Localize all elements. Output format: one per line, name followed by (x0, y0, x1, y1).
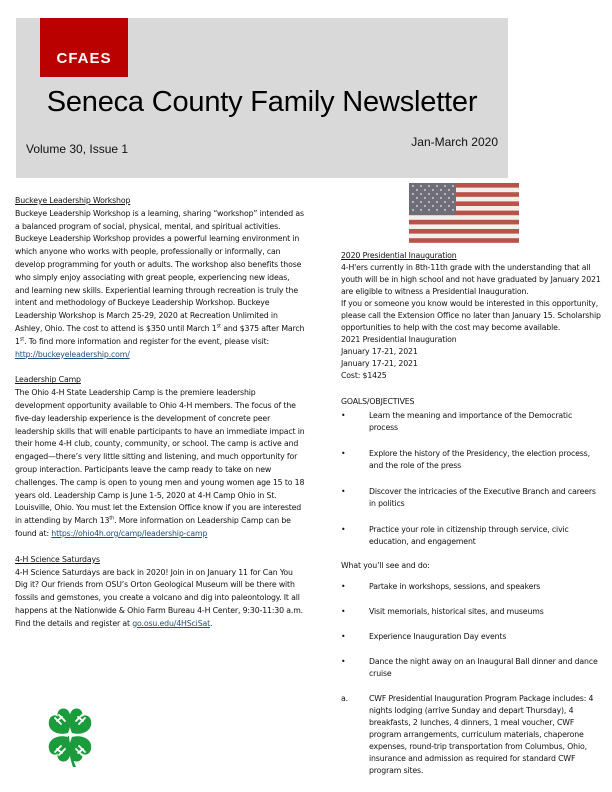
bullet-icon: • (341, 449, 346, 458)
superscript: th (109, 515, 115, 522)
list-item-text: Practice your role in citizenship through service, civic education, and engagement (369, 525, 569, 546)
list-item-text: Visit memorials, historical sites, and museums (369, 607, 544, 616)
workshop-body (15, 208, 305, 362)
camp-body (15, 387, 305, 541)
bullet-icon: • (341, 632, 346, 641)
bullet-icon: • (341, 657, 346, 666)
package-text: CWF Presidential Inauguration Program Package includes: 4 nights lodging (arrive Sunday and depart Thursday), 4 breakfasts, 2 lunches, 4 dinners, 1 meal voucher, CWF program arrangements, curriculum materials, chaperone expenses, round-trip transportation from Columbus, Ohio, insurance and admission as required for standard CWF program sites. (369, 694, 594, 775)
4h-clover-icon (45, 706, 95, 768)
list-item (341, 524, 603, 548)
bullet-icon: • (341, 582, 346, 591)
science-text: . (210, 618, 213, 628)
list-item-text: Experience Inauguration Day events (369, 632, 507, 641)
list-item (341, 656, 603, 680)
list-item (341, 410, 603, 434)
list-item (341, 631, 603, 643)
workshop-text: and $375 after March 1 (15, 323, 305, 346)
see-and-do-label: What you’ll see and do: (341, 561, 430, 570)
workshop-heading: Buckeye Leadership Workshop (15, 196, 131, 205)
science-link[interactable]: go.osu.edu/4HSciSat (132, 618, 211, 628)
workshop-text: . To find more information and register for the event, please visit: (24, 336, 270, 346)
cfaes-logo (40, 18, 128, 77)
list-item (341, 448, 603, 472)
list-item-text: Partake in workshops, sessions, and speakers (369, 582, 541, 591)
goals-label: GOALS/OBJECTIVES (341, 397, 415, 406)
page-title: Seneca County Family Newsletter (46, 86, 478, 118)
camp-heading: Leadership Camp (15, 375, 81, 385)
inauguration-dates: January 17-21, 2021 (341, 359, 418, 368)
logo-text: CFAES (56, 50, 112, 67)
bullet-icon: • (341, 487, 346, 496)
bullet-icon: • (341, 607, 346, 616)
workshop-article (15, 195, 305, 361)
camp-text: . More information on Leadership Camp can be found at: (15, 516, 291, 538)
list-item (341, 581, 603, 593)
science-heading: 4-H Science Saturdays (15, 554, 100, 564)
inauguration-event-title: 2021 Presidential Inauguration (341, 335, 457, 344)
list-item-text: Dance the night away on an Inaugural Ball dinner and dance cruise (369, 657, 598, 678)
list-item (341, 606, 603, 618)
package-item (341, 693, 603, 777)
list-item (341, 486, 603, 510)
volume-issue: Volume 30, Issue 1 (26, 142, 129, 156)
newsletter-header (16, 18, 508, 178)
bullet-icon: • (341, 411, 346, 420)
bullet-icon: • (341, 525, 346, 534)
inauguration-cost: Cost: $1425 (341, 371, 387, 380)
science-article (15, 554, 305, 631)
workshop-link[interactable]: http://buckeyeleadership.com/ (15, 349, 130, 359)
workshop-text: Buckeye Leadership Workshop is a learning, sharing “workshop” intended as a balanced program of social, physical, mental, and spiritual activities. Buckeye Leadership Workshop provides a powerful learning environment in which anyone who works with people, professionally or informally, can develop programming for youth or adults. The workshop also benefits those who simply enjoy associating with great people, experiencing new ideas, and learning new skills. Experiential learning through recreation is truly the intent and methodology of Buckeye Leadership Workshop. Buckeye Leadership Workshop is March 25-29, 2020 at Recreation Unlimited in Ashley, Ohio. The cost to attend is $350 until March 1 (15, 208, 304, 333)
inauguration-heading: 2020 Presidential Inauguration (341, 251, 457, 260)
inauguration-dates: January 17-21, 2021 (341, 347, 418, 356)
see-and-do-list (341, 581, 603, 777)
camp-article (15, 374, 305, 540)
inauguration-contact: If you or someone you know would be interested in this opportunity, please call the Extension Office no later than January 15. Scholarship opportunities to help with the cost may become available. (341, 299, 601, 332)
camp-link[interactable]: https://ohio4h.org/camp/leadership-camp (51, 528, 208, 538)
goals-list (341, 410, 603, 548)
list-item-text: Discover the intricacies of the Executive Branch and careers in politics (369, 487, 596, 508)
american-flag-image (409, 183, 519, 243)
right-column (341, 250, 603, 790)
list-item-text: Learn the meaning and importance of the Democratic process (369, 411, 573, 432)
left-column (15, 195, 305, 644)
superscript: st (216, 323, 221, 330)
issue-date: Jan-March 2020 (411, 135, 498, 149)
science-text: 4-H Science Saturdays are back in 2020! Join in on January 11 for Can You Dig it? Our friends from OSU’s Orton Geological Museum will be there with fossils and gemstones, you create a volcano and dig into paleontology. It all happens at the Nationwide & Ohio Farm Bureau 4-H Center, 9:30-11:30 a.m. Find the details and register at (15, 567, 303, 628)
inauguration-eligibility: 4-H'ers currently in 8th-11th grade with the understanding that all youth will be in high school and not have graduated by January 2021 are eligible to witness a Presidential Inauguration. (341, 263, 601, 296)
list-marker: a. (341, 694, 348, 703)
science-body (15, 567, 305, 631)
superscript: st (19, 336, 25, 343)
list-item-text: Explore the history of the Presidency, the election process, and the role of the press (369, 449, 590, 470)
camp-text: The Ohio 4-H State Leadership Camp is the premiere leadership development opportunity available to Ohio 4-H members. The focus of the five-day leadership experience is the development of concrete peer leadership skills that will enable participants to have an immediate impact in their home 4-H club, county, community, or school. The camp is active and engaged—there’s very little sitting and listening, and much opportunity for group interaction. Participants leave the camp ready to take on new challenges. The camp is open to young men and young women age 15 to 18 years old. Leadership Camp is June 1-5, 2020 at 4-H Camp Ohio in St. Louisville, Ohio. You must let the Extension Office know if you are interested in attending by March 13 (15, 388, 305, 526)
